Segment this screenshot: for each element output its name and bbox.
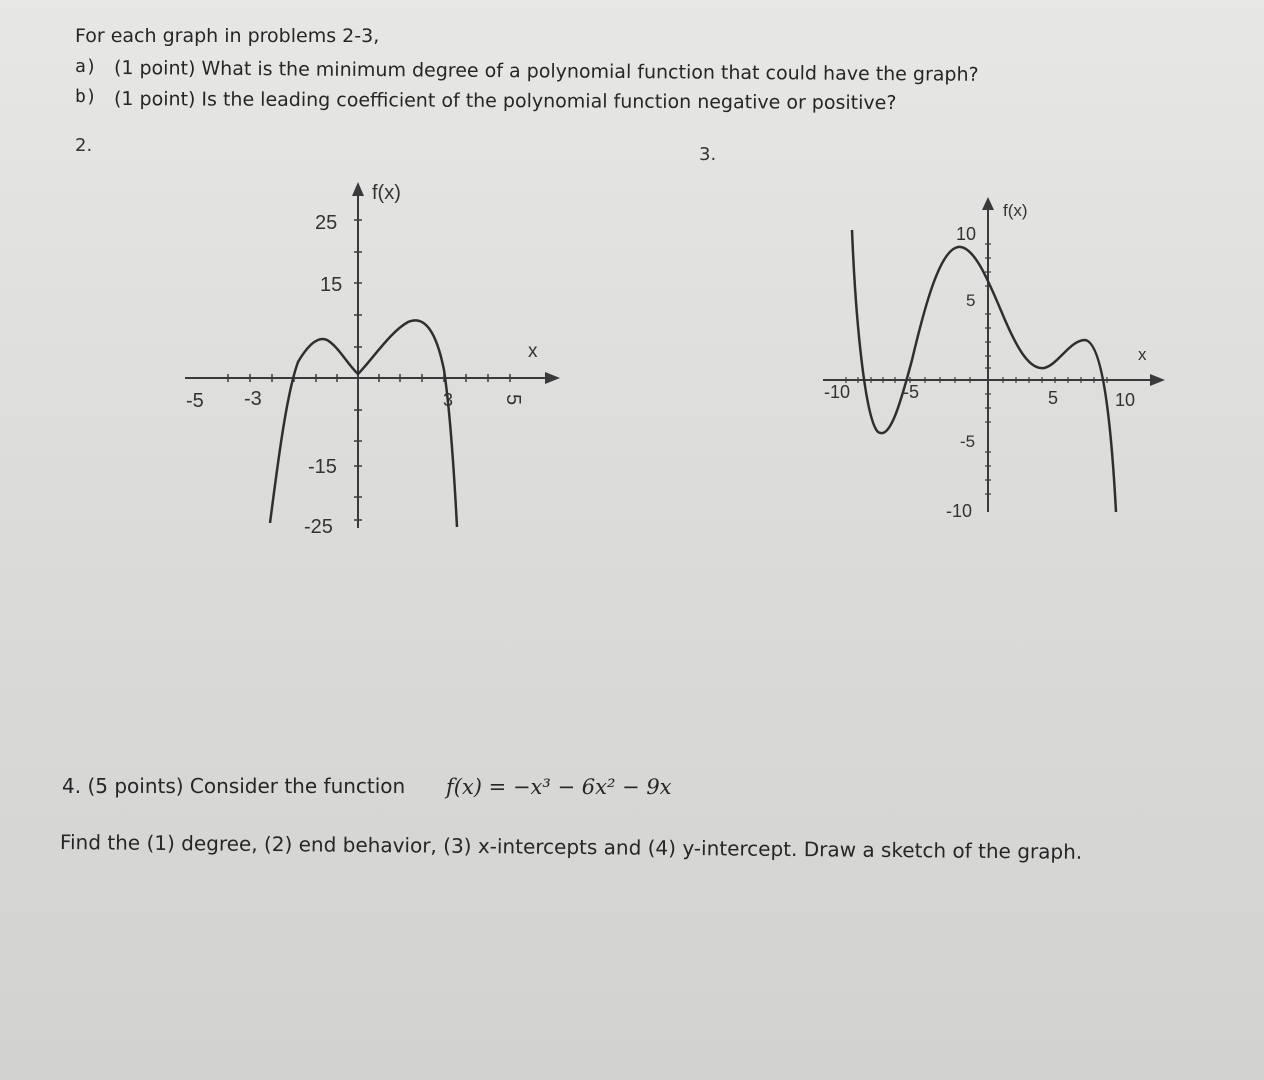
graph-2-ytick-25: 25 bbox=[315, 212, 338, 234]
graph-2-xtick-3: 3 bbox=[443, 390, 454, 410]
problem-4-task: Find the (1) degree, (2) end behavior, (3) x-intercepts and (4) y-intercept. Draw a sketch of the graph. bbox=[59, 830, 1083, 864]
graph-2-xtick-5: 5 bbox=[502, 394, 524, 406]
graph-3-ytick-5: 5 bbox=[966, 291, 976, 310]
graph-2-ytick-neg25: -25 bbox=[304, 516, 333, 538]
graph-3-y-label: f(x) bbox=[1003, 201, 1028, 220]
graph-3-xtick-10: 10 bbox=[1115, 390, 1136, 410]
graph-2-x-label: x bbox=[528, 341, 538, 362]
question-b-label: b) bbox=[75, 86, 97, 107]
graph-2-ytick-15: 15 bbox=[320, 274, 343, 296]
graph-2-xtick-neg3: -3 bbox=[244, 388, 262, 410]
question-a-text: (1 point) What is the minimum degree of a polynomial function that could have the graph? bbox=[113, 57, 979, 86]
graph-3-ytick-10: 10 bbox=[956, 224, 977, 244]
graph-3-xtick-neg10: -10 bbox=[824, 382, 851, 402]
graph-3-y-arrow bbox=[982, 197, 994, 210]
problem-4-function: f(x) = −x³ − 6x² − 9x bbox=[446, 775, 672, 799]
graph-3-x-label: x bbox=[1138, 345, 1147, 364]
graph-2-xtick-neg5: -5 bbox=[186, 390, 204, 412]
graph-3-xtick-neg5: -5 bbox=[903, 382, 920, 402]
question-a-label: a) bbox=[75, 56, 97, 77]
graph-3-xtick-5: 5 bbox=[1048, 388, 1059, 408]
graph-3-x-arrow bbox=[1150, 374, 1165, 386]
question-b-text: (1 point) Is the leading coefficient of the polynomial function negative or positive? bbox=[113, 88, 897, 115]
problem-4-prefix: 4. (5 points) Consider the function bbox=[62, 774, 406, 798]
graph-3-curve bbox=[852, 230, 1116, 512]
graph-3-ytick-neg10: -10 bbox=[946, 501, 973, 521]
graph-2-y-label: f(x) bbox=[372, 182, 401, 204]
graph-3-ytick-neg5: -5 bbox=[960, 432, 976, 451]
problem-2-number: 2. bbox=[75, 135, 93, 156]
graph-2-ytick-neg15: -15 bbox=[308, 456, 337, 478]
instructions-intro: For each graph in problems 2-3, bbox=[75, 25, 380, 47]
problem-3-number: 3. bbox=[699, 144, 717, 165]
